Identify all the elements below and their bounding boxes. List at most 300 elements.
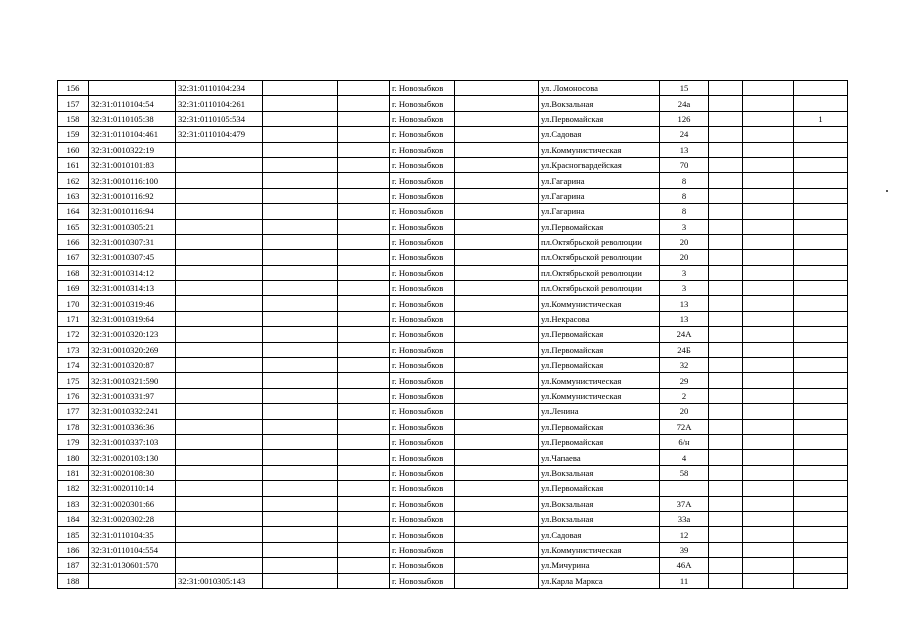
- table-row: [58, 281, 848, 296]
- table-row: [58, 434, 848, 449]
- building-cadastral-number-cell: [176, 173, 263, 188]
- empty-cell: [263, 388, 338, 403]
- street-cell: ул.Вокзальная: [539, 496, 660, 511]
- empty-cell: [709, 111, 743, 126]
- table-row: [58, 219, 848, 234]
- street-cell: ул.Коммунистическая: [539, 373, 660, 388]
- city-cell: г. Новозыбков: [390, 388, 455, 403]
- empty-cell: [709, 511, 743, 526]
- empty-cell: [338, 496, 390, 511]
- empty-cell: [455, 388, 539, 403]
- empty-cell: [743, 219, 794, 234]
- empty-cell: [455, 250, 539, 265]
- empty-cell: [455, 327, 539, 342]
- count-cell: [794, 265, 848, 280]
- street-cell: ул.Первомайская: [539, 111, 660, 126]
- row-number-cell: 163: [58, 188, 89, 203]
- street-cell: ул.Первомайская: [539, 219, 660, 234]
- empty-cell: [743, 188, 794, 203]
- house-number-cell: 24: [660, 127, 709, 142]
- row-number-cell: 171: [58, 311, 89, 326]
- cadastral-number-cell: 32:31:0010307:45: [89, 250, 176, 265]
- empty-cell: [743, 234, 794, 249]
- row-number-cell: 176: [58, 388, 89, 403]
- empty-cell: [338, 573, 390, 588]
- empty-cell: [743, 373, 794, 388]
- empty-cell: [263, 296, 338, 311]
- table-row: [58, 111, 848, 126]
- street-cell: ул.Карла Маркса: [539, 573, 660, 588]
- empty-cell: [338, 373, 390, 388]
- empty-cell: [263, 558, 338, 573]
- count-cell: [794, 388, 848, 403]
- house-number-cell: 46А: [660, 558, 709, 573]
- empty-cell: [263, 111, 338, 126]
- row-number-cell: 179: [58, 434, 89, 449]
- empty-cell: [263, 142, 338, 157]
- house-number-cell: 70: [660, 157, 709, 172]
- count-cell: [794, 250, 848, 265]
- empty-cell: [263, 204, 338, 219]
- count-cell: [794, 188, 848, 203]
- empty-cell: [743, 481, 794, 496]
- count-cell: [794, 450, 848, 465]
- house-number-cell: 33а: [660, 511, 709, 526]
- city-cell: г. Новозыбков: [390, 558, 455, 573]
- house-number-cell: 8: [660, 204, 709, 219]
- empty-cell: [743, 127, 794, 142]
- building-cadastral-number-cell: [176, 481, 263, 496]
- empty-cell: [709, 419, 743, 434]
- city-cell: г. Новозыбков: [390, 419, 455, 434]
- count-cell: [794, 404, 848, 419]
- cadastral-number-cell: 32:31:0130601:570: [89, 558, 176, 573]
- empty-cell: [709, 434, 743, 449]
- building-cadastral-number-cell: 32:31:0110104:234: [176, 81, 263, 96]
- empty-cell: [455, 511, 539, 526]
- empty-cell: [455, 173, 539, 188]
- row-number-cell: 182: [58, 481, 89, 496]
- cadastral-number-cell: 32:31:0020110:14: [89, 481, 176, 496]
- street-cell: ул.Ленина: [539, 404, 660, 419]
- empty-cell: [455, 542, 539, 557]
- empty-cell: [455, 142, 539, 157]
- building-cadastral-number-cell: [176, 527, 263, 542]
- house-number-cell: [660, 481, 709, 496]
- count-cell: [794, 96, 848, 111]
- building-cadastral-number-cell: [176, 188, 263, 203]
- street-cell: ул.Первомайская: [539, 481, 660, 496]
- empty-cell: [263, 281, 338, 296]
- empty-cell: [709, 142, 743, 157]
- street-cell: ул.Первомайская: [539, 358, 660, 373]
- house-number-cell: 3: [660, 219, 709, 234]
- house-number-cell: 24а: [660, 96, 709, 111]
- empty-cell: [455, 434, 539, 449]
- empty-cell: [455, 558, 539, 573]
- cadastral-number-cell: 32:31:0010322:19: [89, 142, 176, 157]
- empty-cell: [263, 542, 338, 557]
- empty-cell: [743, 265, 794, 280]
- count-cell: [794, 558, 848, 573]
- row-number-cell: 168: [58, 265, 89, 280]
- cadastral-number-cell: [89, 573, 176, 588]
- empty-cell: [338, 404, 390, 419]
- empty-cell: [709, 573, 743, 588]
- empty-cell: [263, 188, 338, 203]
- city-cell: г. Новозыбков: [390, 250, 455, 265]
- empty-cell: [709, 173, 743, 188]
- row-number-cell: 178: [58, 419, 89, 434]
- row-number-cell: 170: [58, 296, 89, 311]
- house-number-cell: 12: [660, 527, 709, 542]
- count-cell: [794, 311, 848, 326]
- empty-cell: [709, 527, 743, 542]
- empty-cell: [338, 511, 390, 526]
- empty-cell: [709, 265, 743, 280]
- empty-cell: [743, 558, 794, 573]
- cadastral-number-cell: 32:31:0010116:94: [89, 204, 176, 219]
- city-cell: г. Новозыбков: [390, 542, 455, 557]
- count-cell: [794, 157, 848, 172]
- empty-cell: [263, 481, 338, 496]
- empty-cell: [338, 157, 390, 172]
- row-number-cell: 187: [58, 558, 89, 573]
- empty-cell: [743, 419, 794, 434]
- registry-table-body: [58, 81, 848, 589]
- empty-cell: [455, 111, 539, 126]
- row-number-cell: 181: [58, 465, 89, 480]
- building-cadastral-number-cell: [176, 496, 263, 511]
- empty-cell: [263, 96, 338, 111]
- city-cell: г. Новозыбков: [390, 204, 455, 219]
- building-cadastral-number-cell: 32:31:0110105:534: [176, 111, 263, 126]
- cadastral-number-cell: 32:31:0110104:554: [89, 542, 176, 557]
- row-number-cell: 185: [58, 527, 89, 542]
- empty-cell: [455, 281, 539, 296]
- empty-cell: [455, 188, 539, 203]
- empty-cell: [709, 204, 743, 219]
- house-number-cell: 2: [660, 388, 709, 403]
- cadastral-number-cell: 32:31:0020108:30: [89, 465, 176, 480]
- table-row: [58, 465, 848, 480]
- table-row: [58, 527, 848, 542]
- street-cell: ул.Коммунистическая: [539, 542, 660, 557]
- empty-cell: [709, 342, 743, 357]
- empty-cell: [338, 481, 390, 496]
- house-number-cell: 32: [660, 358, 709, 373]
- count-cell: [794, 173, 848, 188]
- empty-cell: [709, 327, 743, 342]
- table-row: [58, 542, 848, 557]
- empty-cell: [338, 127, 390, 142]
- street-cell: пл.Октябрьской революции: [539, 281, 660, 296]
- city-cell: г. Новозыбков: [390, 311, 455, 326]
- city-cell: г. Новозыбков: [390, 373, 455, 388]
- table-row: [58, 404, 848, 419]
- table-row: [58, 373, 848, 388]
- house-number-cell: 13: [660, 296, 709, 311]
- house-number-cell: 8: [660, 173, 709, 188]
- house-number-cell: 13: [660, 311, 709, 326]
- cadastral-number-cell: 32:31:0010319:46: [89, 296, 176, 311]
- building-cadastral-number-cell: [176, 511, 263, 526]
- empty-cell: [338, 265, 390, 280]
- city-cell: г. Новозыбков: [390, 465, 455, 480]
- empty-cell: [743, 450, 794, 465]
- count-cell: [794, 434, 848, 449]
- building-cadastral-number-cell: [176, 388, 263, 403]
- house-number-cell: 6/н: [660, 434, 709, 449]
- cadastral-number-cell: 32:31:0010337:103: [89, 434, 176, 449]
- table-row: [58, 234, 848, 249]
- street-cell: ул.Красногвардейская: [539, 157, 660, 172]
- table-row: [58, 358, 848, 373]
- city-cell: г. Новозыбков: [390, 173, 455, 188]
- empty-cell: [455, 204, 539, 219]
- city-cell: г. Новозыбков: [390, 358, 455, 373]
- count-cell: [794, 127, 848, 142]
- city-cell: г. Новозыбков: [390, 481, 455, 496]
- count-cell: 1: [794, 111, 848, 126]
- empty-cell: [709, 127, 743, 142]
- empty-cell: [263, 342, 338, 357]
- row-number-cell: 172: [58, 327, 89, 342]
- count-cell: [794, 481, 848, 496]
- table-row: [58, 511, 848, 526]
- row-number-cell: 188: [58, 573, 89, 588]
- table-row: [58, 296, 848, 311]
- house-number-cell: 13: [660, 142, 709, 157]
- table-row: [58, 250, 848, 265]
- street-cell: ул.Некрасова: [539, 311, 660, 326]
- building-cadastral-number-cell: [176, 465, 263, 480]
- row-number-cell: 165: [58, 219, 89, 234]
- empty-cell: [709, 250, 743, 265]
- cadastral-number-cell: [89, 81, 176, 96]
- cadastral-number-cell: 32:31:0010314:13: [89, 281, 176, 296]
- table-row: [58, 142, 848, 157]
- empty-cell: [338, 450, 390, 465]
- cadastral-number-cell: 32:31:0010331:97: [89, 388, 176, 403]
- empty-cell: [263, 450, 338, 465]
- empty-cell: [338, 204, 390, 219]
- count-cell: [794, 296, 848, 311]
- empty-cell: [338, 419, 390, 434]
- cadastral-number-cell: 32:31:0010320:269: [89, 342, 176, 357]
- street-cell: ул.Гагарина: [539, 173, 660, 188]
- empty-cell: [709, 481, 743, 496]
- count-cell: [794, 511, 848, 526]
- count-cell: [794, 573, 848, 588]
- street-cell: ул.Вокзальная: [539, 511, 660, 526]
- empty-cell: [743, 111, 794, 126]
- count-cell: [794, 542, 848, 557]
- empty-cell: [338, 434, 390, 449]
- cadastral-number-cell: 32:31:0110104:35: [89, 527, 176, 542]
- empty-cell: [743, 296, 794, 311]
- street-cell: ул.Вокзальная: [539, 465, 660, 480]
- city-cell: г. Новозыбков: [390, 265, 455, 280]
- building-cadastral-number-cell: [176, 265, 263, 280]
- row-number-cell: 156: [58, 81, 89, 96]
- building-cadastral-number-cell: [176, 327, 263, 342]
- house-number-cell: 20: [660, 250, 709, 265]
- empty-cell: [338, 465, 390, 480]
- empty-cell: [743, 511, 794, 526]
- empty-cell: [338, 111, 390, 126]
- row-number-cell: 166: [58, 234, 89, 249]
- empty-cell: [263, 511, 338, 526]
- count-cell: [794, 496, 848, 511]
- empty-cell: [743, 542, 794, 557]
- row-number-cell: 161: [58, 157, 89, 172]
- registry-table: [57, 80, 848, 589]
- empty-cell: [455, 157, 539, 172]
- empty-cell: [709, 311, 743, 326]
- city-cell: г. Новозыбков: [390, 327, 455, 342]
- empty-cell: [263, 173, 338, 188]
- table-row: [58, 342, 848, 357]
- city-cell: г. Новозыбков: [390, 157, 455, 172]
- empty-cell: [743, 465, 794, 480]
- empty-cell: [455, 127, 539, 142]
- building-cadastral-number-cell: [176, 142, 263, 157]
- empty-cell: [455, 496, 539, 511]
- city-cell: г. Новозыбков: [390, 281, 455, 296]
- building-cadastral-number-cell: 32:31:0110104:261: [176, 96, 263, 111]
- city-cell: г. Новозыбков: [390, 127, 455, 142]
- cadastral-number-cell: 32:31:0010319:64: [89, 311, 176, 326]
- street-cell: ул.Коммунистическая: [539, 388, 660, 403]
- city-cell: г. Новозыбков: [390, 342, 455, 357]
- empty-cell: [743, 173, 794, 188]
- empty-cell: [338, 327, 390, 342]
- cadastral-number-cell: 32:31:0010332:241: [89, 404, 176, 419]
- empty-cell: [709, 542, 743, 557]
- cadastral-number-cell: 32:31:0010320:87: [89, 358, 176, 373]
- empty-cell: [743, 204, 794, 219]
- empty-cell: [263, 327, 338, 342]
- street-cell: пл.Октябрьской революции: [539, 250, 660, 265]
- empty-cell: [455, 296, 539, 311]
- cadastral-number-cell: 32:31:0110104:54: [89, 96, 176, 111]
- empty-cell: [709, 281, 743, 296]
- empty-cell: [455, 234, 539, 249]
- count-cell: [794, 465, 848, 480]
- cadastral-number-cell: 32:31:0010321:590: [89, 373, 176, 388]
- empty-cell: [743, 327, 794, 342]
- cadastral-number-cell: 32:31:0010320:123: [89, 327, 176, 342]
- building-cadastral-number-cell: [176, 373, 263, 388]
- cadastral-number-cell: 32:31:0020302:28: [89, 511, 176, 526]
- building-cadastral-number-cell: 32:31:0010305:143: [176, 573, 263, 588]
- empty-cell: [709, 558, 743, 573]
- table-row: [58, 450, 848, 465]
- empty-cell: [338, 234, 390, 249]
- building-cadastral-number-cell: [176, 450, 263, 465]
- empty-cell: [263, 157, 338, 172]
- street-cell: ул.Садовая: [539, 527, 660, 542]
- empty-cell: [263, 496, 338, 511]
- empty-cell: [743, 434, 794, 449]
- building-cadastral-number-cell: [176, 281, 263, 296]
- empty-cell: [338, 81, 390, 96]
- table-row: [58, 188, 848, 203]
- empty-cell: [338, 188, 390, 203]
- empty-cell: [338, 527, 390, 542]
- row-number-cell: 167: [58, 250, 89, 265]
- empty-cell: [709, 450, 743, 465]
- table-row: [58, 81, 848, 96]
- empty-cell: [338, 219, 390, 234]
- building-cadastral-number-cell: [176, 250, 263, 265]
- cadastral-number-cell: 32:31:0020301:66: [89, 496, 176, 511]
- empty-cell: [743, 311, 794, 326]
- table-row: [58, 173, 848, 188]
- empty-cell: [263, 127, 338, 142]
- count-cell: [794, 234, 848, 249]
- row-number-cell: 164: [58, 204, 89, 219]
- empty-cell: [709, 157, 743, 172]
- city-cell: г. Новозыбков: [390, 573, 455, 588]
- street-cell: ул.Гагарина: [539, 204, 660, 219]
- empty-cell: [455, 450, 539, 465]
- building-cadastral-number-cell: 32:31:0110104:479: [176, 127, 263, 142]
- row-number-cell: 160: [58, 142, 89, 157]
- cadastral-number-cell: 32:31:0110105:38: [89, 111, 176, 126]
- house-number-cell: 3: [660, 281, 709, 296]
- street-cell: ул.Гагарина: [539, 188, 660, 203]
- house-number-cell: 20: [660, 234, 709, 249]
- city-cell: г. Новозыбков: [390, 142, 455, 157]
- empty-cell: [709, 234, 743, 249]
- empty-cell: [338, 296, 390, 311]
- row-number-cell: 174: [58, 358, 89, 373]
- cadastral-number-cell: 32:31:0010305:21: [89, 219, 176, 234]
- empty-cell: [455, 481, 539, 496]
- empty-cell: [263, 250, 338, 265]
- empty-cell: [455, 527, 539, 542]
- empty-cell: [338, 142, 390, 157]
- house-number-cell: 72А: [660, 419, 709, 434]
- street-cell: ул.Мичурина: [539, 558, 660, 573]
- row-number-cell: 186: [58, 542, 89, 557]
- empty-cell: [709, 388, 743, 403]
- city-cell: г. Новозыбков: [390, 219, 455, 234]
- empty-cell: [743, 157, 794, 172]
- building-cadastral-number-cell: [176, 296, 263, 311]
- empty-cell: [455, 404, 539, 419]
- row-number-cell: 162: [58, 173, 89, 188]
- cadastral-number-cell: 32:31:0110104:461: [89, 127, 176, 142]
- street-cell: ул. Ломоносова: [539, 81, 660, 96]
- empty-cell: [338, 250, 390, 265]
- house-number-cell: 24Б: [660, 342, 709, 357]
- empty-cell: [709, 81, 743, 96]
- table-row: [58, 96, 848, 111]
- house-number-cell: 58: [660, 465, 709, 480]
- building-cadastral-number-cell: [176, 358, 263, 373]
- empty-cell: [263, 404, 338, 419]
- empty-cell: [263, 311, 338, 326]
- row-number-cell: 173: [58, 342, 89, 357]
- house-number-cell: 29: [660, 373, 709, 388]
- cadastral-number-cell: 32:31:0010336:36: [89, 419, 176, 434]
- house-number-cell: 3: [660, 265, 709, 280]
- empty-cell: [263, 419, 338, 434]
- scan-speck: [886, 190, 888, 192]
